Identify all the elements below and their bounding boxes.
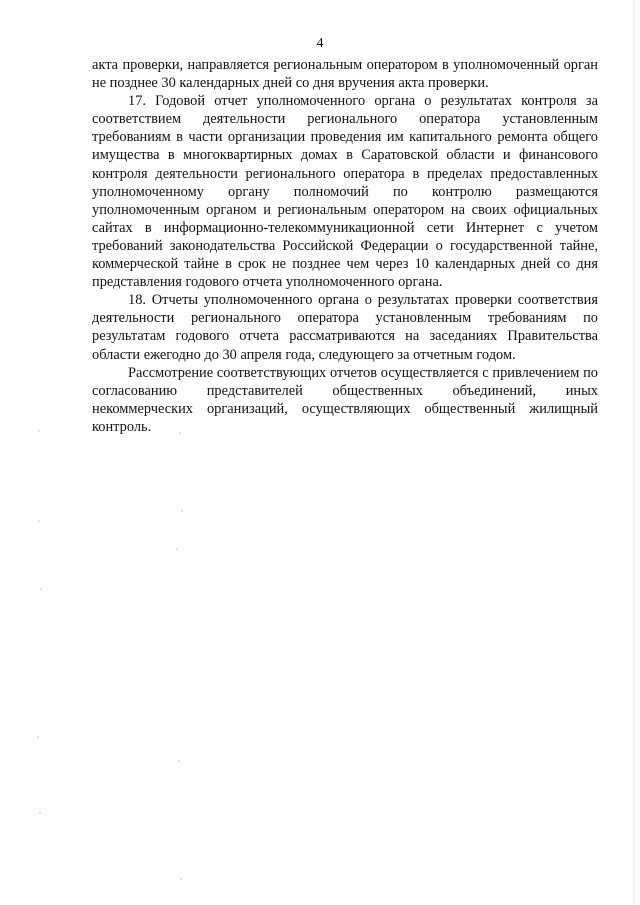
document-body <box>92 56 598 436</box>
page-number: 4 <box>316 36 324 51</box>
paragraph-17: 17. Годовой отчет уполномоченного органа о результатах контроля за соответствием деятельности регионального оператора установленным требованиям в части организации проведения им капитального ремонта общего имущества в многоквартирных домах в Саратовской области и финансового контроля деятельности регионального оператора в пределах предоставленных уполномоченному органу полномочий по контролю размещаются уполномоченным органом и региональным оператором на своих официальных сайтах в информационно-телекоммуникационной сети Интернет с учетом требований законодательства Российской Федерации о государственной тайне, коммерческой тайне в срок не позднее чем через 10 календарных дней со дня представления годового отчета уполномоченного органа. <box>92 93 598 291</box>
paragraph-continuation: акта проверки, направляется региональным оператором в уполномоченный орган не позднее 30 календарных дней со дня вручения акта проверки. <box>92 57 598 92</box>
paragraph-review: Рассмотрение соответствующих отчетов осуществляется с привлечением по согласованию представителей общественных объединений, иных некоммерческих организаций, осуществляющих общественный жилищный контроль. <box>92 364 598 435</box>
paragraph-18: 18. Отчеты уполномоченного органа о результатах проверки соответствия деятельности регионального оператора установленным требованиям по результатам годового отчета рассматриваются на заседаниях Правительства области ежегодно до 30 апреля года, следующего за отчетным годом. <box>92 292 598 363</box>
